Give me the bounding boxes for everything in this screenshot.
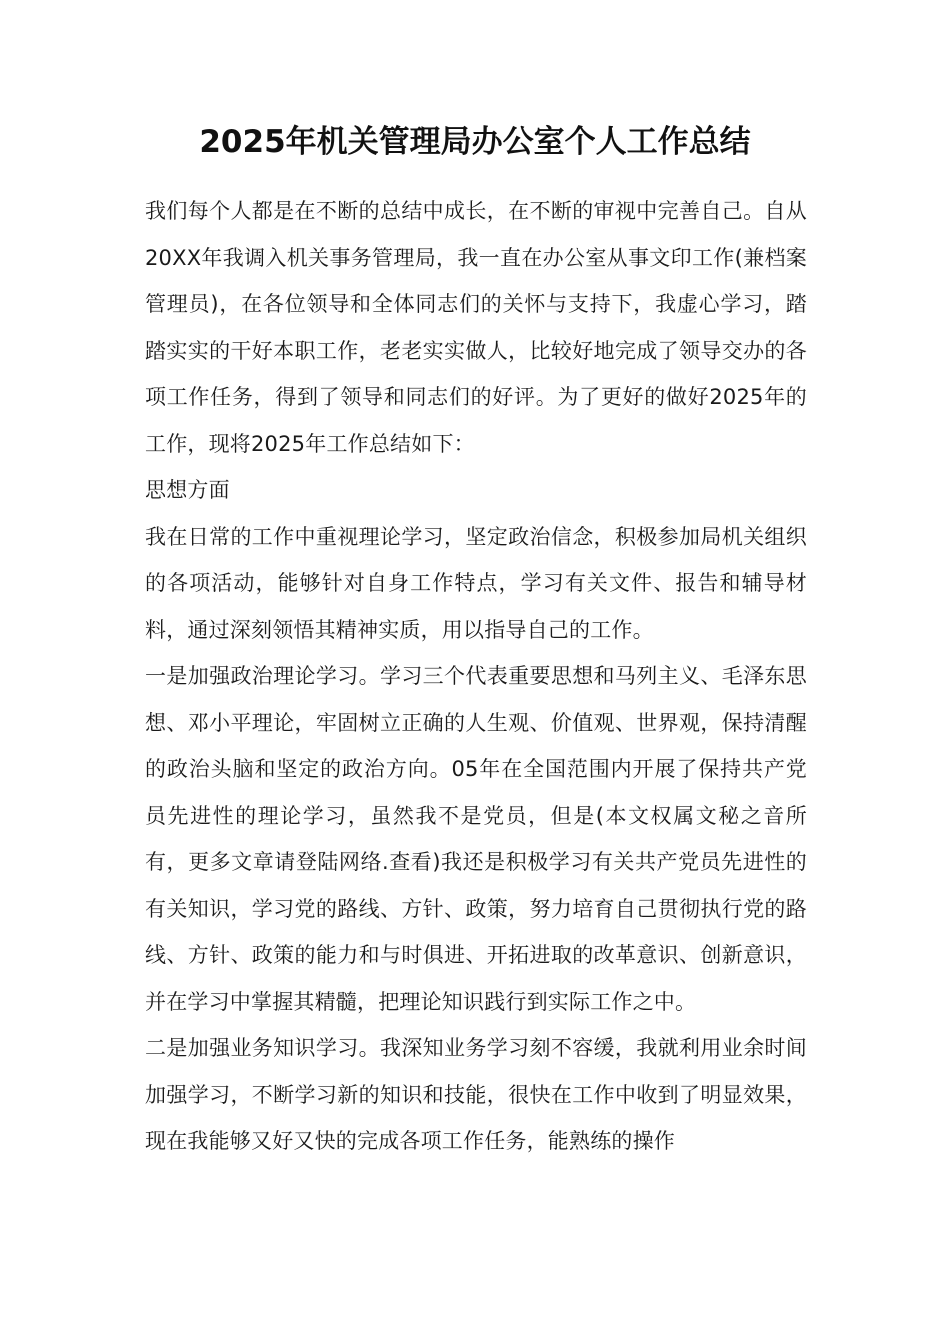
paragraph-thought: 我在日常的工作中重视理论学习，坚定政治信念，积极参加局机关组织的各项活动，能够针对自身工作特点，学习有关文件、报告和辅导材料，通过深刻领悟其精神实质，用以指导自己的工作。 [145, 524, 807, 642]
document-title: 2025年机关管理局办公室个人工作总结 [199, 124, 751, 160]
paragraph-political-study: 一是加强政治理论学习。学习三个代表重要思想和马列主义、毛泽东思想、邓小平理论，牢固树立正确的人生观、价值观、世界观，保持清醒的政治头脑和坚定的政治方向。05年在全国范围内开展了保持共产党员先进性的理论学习，虽然我不是党员，但是(本文权属文秘之音所有，更多文章请登陆网络.查看)我还是积极学习有关共产党员先进性的有关知识，学习党的路线、方针、政策，努力培育自己贯彻执行党的路线、方针、政策的能力和与时俱进、开拓进取的改革意识、创新意识，并在学习中掌握其精髓，把理论知识践行到实际工作之中。 [145, 664, 807, 1014]
paragraph-business-study: 二是加强业务知识学习。我深知业务学习刻不容缓，我就利用业余时间加强学习，不断学习新的知识和技能，很快在工作中收到了明显效果，现在我能够又好又快的完成各项工作任务，能熟练的操作 [145, 1036, 807, 1153]
document-body [145, 188, 807, 1165]
paragraph-intro: 我们每个人都是在不断的总结中成长，在不断的审视中完善自己。自从20XX年我调入机关事务管理局，我一直在办公室从事文印工作(兼档案管理员)，在各位领导和全体同志们的关怀与支持下，我虚心学习，踏踏实实的干好本职工作，老老实实做人，比较好地完成了领导交办的各项工作任务，得到了领导和同志们的好评。为了更好的做好2025年的工作，现将2025年工作总结如下： [145, 199, 807, 456]
section-heading-thought: 思想方面 [145, 478, 230, 502]
